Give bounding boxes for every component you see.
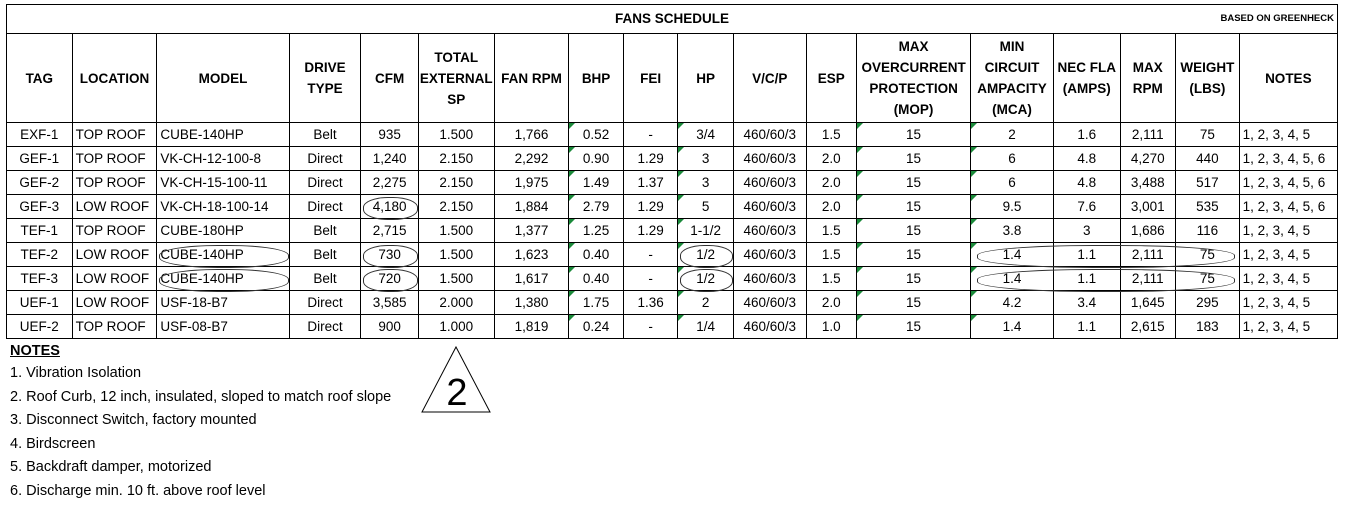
note-item: 2. Roof Curb, 12 inch, insulated, sloped to match roof slope [10, 388, 392, 405]
cell-marker-icon [569, 147, 575, 153]
cell-mop: 15 [857, 171, 971, 195]
cell-bhp: 0.24 [569, 315, 624, 339]
header-mop: MAX OVERCURRENT PROTECTION (MOP) [857, 34, 971, 123]
cell-marker-icon [678, 291, 684, 297]
cell-max-rpm: 3,488 [1120, 171, 1176, 195]
header-nec-fla: NEC FLA (AMPS) [1053, 34, 1120, 123]
cell-max-rpm: 4,270 [1120, 147, 1176, 171]
cell-nec-fla: 4.8 [1053, 147, 1120, 171]
cell-hp: 1-1/2 [678, 219, 734, 243]
cell-tag: EXF-1 [7, 123, 73, 147]
cell-marker-icon [569, 195, 575, 201]
cell-notes: 1, 2, 3, 4, 5 [1239, 267, 1337, 291]
cell-marker-icon [971, 315, 977, 321]
cell-tag: TEF-2 [7, 243, 73, 267]
cell-model: VK-CH-12-100-8 [157, 147, 289, 171]
cell-vcp: 460/60/3 [733, 291, 806, 315]
cell-hp: 1/2 [678, 267, 734, 291]
cell-cfm: 3,585 [361, 291, 419, 315]
cell-weight: 75 [1176, 123, 1240, 147]
cell-location: TOP ROOF [72, 123, 157, 147]
header-total-external-sp: TOTAL EXTERNAL SP [418, 34, 494, 123]
cell-marker-icon [569, 123, 575, 129]
header-hp: HP [678, 34, 734, 123]
cell-tag: GEF-2 [7, 171, 73, 195]
cell-mop: 15 [857, 123, 971, 147]
cell-fei: - [623, 267, 678, 291]
header-location: LOCATION [72, 34, 157, 123]
cell-total-sp: 1.500 [418, 123, 494, 147]
cell-mca: 1.4 [971, 315, 1054, 339]
cell-marker-icon [857, 123, 863, 129]
cell-notes: 1, 2, 3, 4, 5 [1239, 315, 1337, 339]
header-tag: TAG [7, 34, 73, 123]
cell-bhp: 0.40 [569, 267, 624, 291]
cell-marker-icon [857, 243, 863, 249]
header-fan-rpm: FAN RPM [494, 34, 569, 123]
cell-max-rpm: 1,686 [1120, 219, 1176, 243]
cell-marker-icon [678, 267, 684, 273]
cell-esp: 2.0 [806, 291, 856, 315]
cell-esp: 2.0 [806, 171, 856, 195]
cell-marker-icon [857, 195, 863, 201]
cell-max-rpm: 2,615 [1120, 315, 1176, 339]
note-item: 4. Birdscreen [10, 435, 96, 452]
cell-max-rpm: 2,111 [1120, 123, 1176, 147]
cell-marker-icon [678, 123, 684, 129]
cell-hp: 1/2 [678, 243, 734, 267]
cell-nec-fla: 1.6 [1053, 123, 1120, 147]
cell-mca: 6 [971, 147, 1054, 171]
cell-esp: 1.5 [806, 219, 856, 243]
cell-mca: 6 [971, 171, 1054, 195]
cell-esp: 1.0 [806, 315, 856, 339]
header-row [7, 34, 1338, 123]
cell-fan-rpm: 2,292 [494, 147, 569, 171]
cell-marker-icon [569, 315, 575, 321]
cell-max-rpm: 1,645 [1120, 291, 1176, 315]
cell-marker-icon [857, 171, 863, 177]
cell-cfm: 1,240 [361, 147, 419, 171]
cell-marker-icon [857, 267, 863, 273]
cell-hp: 3 [678, 171, 734, 195]
cell-vcp: 460/60/3 [733, 219, 806, 243]
cell-marker-icon [569, 219, 575, 225]
cell-marker-icon [678, 171, 684, 177]
cell-marker-icon [569, 171, 575, 177]
header-weight: WEIGHT (LBS) [1176, 34, 1240, 123]
cell-weight: 517 [1176, 171, 1240, 195]
cell-vcp: 460/60/3 [733, 171, 806, 195]
cell-tag: GEF-3 [7, 195, 73, 219]
cell-fei: 1.29 [623, 147, 678, 171]
cell-hp: 5 [678, 195, 734, 219]
cell-location: LOW ROOF [72, 291, 157, 315]
cell-model: CUBE-180HP [157, 219, 289, 243]
cell-drive-type: Belt [289, 219, 361, 243]
cell-marker-icon [971, 123, 977, 129]
cell-tag: TEF-1 [7, 219, 73, 243]
cell-mca: 2 [971, 123, 1054, 147]
header-model: MODEL [157, 34, 289, 123]
note-item: 5. Backdraft damper, motorized [10, 459, 212, 475]
cell-vcp: 460/60/3 [733, 315, 806, 339]
cell-marker-icon [678, 243, 684, 249]
cell-model: VK-CH-18-100-14 [157, 195, 289, 219]
cell-fei: - [623, 123, 678, 147]
cell-mop: 15 [857, 291, 971, 315]
cell-mop: 15 [857, 315, 971, 339]
cell-marker-icon [678, 315, 684, 321]
fans-schedule-table [6, 4, 1338, 339]
cell-weight: 75 [1176, 267, 1240, 291]
cell-total-sp: 1.500 [418, 219, 494, 243]
cell-nec-fla: 3.4 [1053, 291, 1120, 315]
cell-marker-icon [971, 291, 977, 297]
header-bhp: BHP [569, 34, 624, 123]
cell-tag: UEF-2 [7, 315, 73, 339]
cell-esp: 1.5 [806, 123, 856, 147]
cell-drive-type: Direct [289, 171, 361, 195]
cell-notes: 1, 2, 3, 4, 5, 6 [1239, 195, 1337, 219]
fans-schedule-sheet [6, 4, 1338, 339]
cell-max-rpm: 2,111 [1120, 267, 1176, 291]
header-fei: FEI [623, 34, 678, 123]
cell-fan-rpm: 1,623 [494, 243, 569, 267]
cell-drive-type: Direct [289, 195, 361, 219]
cell-fan-rpm: 1,380 [494, 291, 569, 315]
cell-total-sp: 2.150 [418, 171, 494, 195]
cell-hp: 3 [678, 147, 734, 171]
cell-esp: 1.5 [806, 243, 856, 267]
cell-max-rpm: 2,111 [1120, 243, 1176, 267]
cell-total-sp: 1.000 [418, 315, 494, 339]
schedule-title-cell [7, 5, 1338, 34]
cell-fei: - [623, 243, 678, 267]
cell-nec-fla: 1.1 [1053, 315, 1120, 339]
cell-drive-type: Direct [289, 315, 361, 339]
cell-weight: 295 [1176, 291, 1240, 315]
cell-mop: 15 [857, 243, 971, 267]
cell-mop: 15 [857, 195, 971, 219]
cell-fan-rpm: 1,975 [494, 171, 569, 195]
cell-total-sp: 2.150 [418, 147, 494, 171]
header-cfm: CFM [361, 34, 419, 123]
cell-marker-icon [678, 147, 684, 153]
cell-mca: 4.2 [971, 291, 1054, 315]
cell-bhp: 0.52 [569, 123, 624, 147]
header-vcp: V/C/P [733, 34, 806, 123]
cell-vcp: 460/60/3 [733, 243, 806, 267]
cell-mca: 1.4 [971, 267, 1054, 291]
cell-bhp: 0.40 [569, 243, 624, 267]
cell-tag: TEF-3 [7, 267, 73, 291]
cell-drive-type: Belt [289, 267, 361, 291]
notes-heading: NOTES [10, 343, 60, 359]
cell-marker-icon [857, 219, 863, 225]
cell-marker-icon [971, 243, 977, 249]
cell-nec-fla: 7.6 [1053, 195, 1120, 219]
cell-notes: 1, 2, 3, 4, 5 [1239, 243, 1337, 267]
cell-mca: 1.4 [971, 243, 1054, 267]
cell-location: TOP ROOF [72, 219, 157, 243]
cell-drive-type: Direct [289, 147, 361, 171]
cell-location: TOP ROOF [72, 171, 157, 195]
cell-mop: 15 [857, 147, 971, 171]
cell-cfm: 2,275 [361, 171, 419, 195]
cell-model: CUBE-140HP [157, 123, 289, 147]
cell-notes: 1, 2, 3, 4, 5 [1239, 291, 1337, 315]
cell-drive-type: Direct [289, 291, 361, 315]
cell-nec-fla: 3 [1053, 219, 1120, 243]
cell-fan-rpm: 1,377 [494, 219, 569, 243]
cell-marker-icon [971, 195, 977, 201]
cell-drive-type: Belt [289, 123, 361, 147]
cell-weight: 183 [1176, 315, 1240, 339]
cell-location: TOP ROOF [72, 147, 157, 171]
cell-total-sp: 2.150 [418, 195, 494, 219]
cell-total-sp: 2.000 [418, 291, 494, 315]
cell-hp: 3/4 [678, 123, 734, 147]
cell-location: LOW ROOF [72, 267, 157, 291]
cell-fan-rpm: 1,617 [494, 267, 569, 291]
cell-esp: 1.5 [806, 267, 856, 291]
cell-fei: 1.37 [623, 171, 678, 195]
cell-model: USF-18-B7 [157, 291, 289, 315]
cell-vcp: 460/60/3 [733, 123, 806, 147]
note-item: 6. Discharge min. 10 ft. above roof level [10, 482, 266, 499]
header-mca: MIN CIRCUIT AMPACITY (MCA) [971, 34, 1054, 123]
note-item: 1. Vibration Isolation [10, 365, 142, 381]
cell-model: USF-08-B7 [157, 315, 289, 339]
based-on-label: BASED ON GREENHECK [1220, 13, 1334, 24]
cell-bhp: 1.75 [569, 291, 624, 315]
cell-max-rpm: 3,001 [1120, 195, 1176, 219]
cell-notes: 1, 2, 3, 4, 5, 6 [1239, 171, 1337, 195]
cell-cfm: 720 [361, 267, 419, 291]
revision-number: 2 [446, 372, 468, 414]
cell-notes: 1, 2, 3, 4, 5 [1239, 123, 1337, 147]
cell-hp: 1/4 [678, 315, 734, 339]
cell-model: CUBE-140HP [157, 243, 289, 267]
cell-weight: 116 [1176, 219, 1240, 243]
cell-marker-icon [678, 219, 684, 225]
header-esp: ESP [806, 34, 856, 123]
note-item: 3. Disconnect Switch, factory mounted [10, 412, 257, 428]
cell-cfm: 4,180 [361, 195, 419, 219]
cell-bhp: 2.79 [569, 195, 624, 219]
cell-hp: 2 [678, 291, 734, 315]
table-row [7, 123, 1338, 147]
cell-marker-icon [857, 315, 863, 321]
cell-nec-fla: 1.1 [1053, 243, 1120, 267]
cell-tag: GEF-1 [7, 147, 73, 171]
cell-cfm: 730 [361, 243, 419, 267]
cell-marker-icon [569, 291, 575, 297]
cell-fei: - [623, 315, 678, 339]
cell-esp: 2.0 [806, 195, 856, 219]
cell-total-sp: 1.500 [418, 267, 494, 291]
cell-fan-rpm: 1,819 [494, 315, 569, 339]
cell-fei: 1.29 [623, 219, 678, 243]
cell-fan-rpm: 1,766 [494, 123, 569, 147]
schedule-title: FANS SCHEDULE [614, 11, 729, 26]
cell-weight: 75 [1176, 243, 1240, 267]
cell-weight: 440 [1176, 147, 1240, 171]
cell-marker-icon [857, 291, 863, 297]
cell-total-sp: 1.500 [418, 243, 494, 267]
cell-vcp: 460/60/3 [733, 147, 806, 171]
table-row [7, 195, 1338, 219]
cell-mop: 15 [857, 219, 971, 243]
cell-location: TOP ROOF [72, 315, 157, 339]
cell-tag: UEF-1 [7, 291, 73, 315]
cell-marker-icon [569, 267, 575, 273]
cell-bhp: 1.25 [569, 219, 624, 243]
table-row [7, 315, 1338, 339]
table-row [7, 171, 1338, 195]
cell-bhp: 1.49 [569, 171, 624, 195]
header-notes: NOTES [1239, 34, 1337, 123]
cell-marker-icon [971, 219, 977, 225]
cell-marker-icon [971, 267, 977, 273]
cell-mca: 3.8 [971, 219, 1054, 243]
cell-fei: 1.29 [623, 195, 678, 219]
cell-location: LOW ROOF [72, 195, 157, 219]
table-row [7, 243, 1338, 267]
revision-delta-icon [420, 345, 492, 415]
cell-marker-icon [678, 195, 684, 201]
cell-vcp: 460/60/3 [733, 195, 806, 219]
cell-cfm: 2,715 [361, 219, 419, 243]
table-row [7, 267, 1338, 291]
notes-section [10, 340, 391, 503]
cell-marker-icon [971, 171, 977, 177]
table-row [7, 147, 1338, 171]
cell-nec-fla: 1.1 [1053, 267, 1120, 291]
table-row [7, 219, 1338, 243]
cell-weight: 535 [1176, 195, 1240, 219]
cell-bhp: 0.90 [569, 147, 624, 171]
cell-drive-type: Belt [289, 243, 361, 267]
cell-marker-icon [971, 147, 977, 153]
header-drive-type: DRIVE TYPE [289, 34, 361, 123]
cell-marker-icon [569, 243, 575, 249]
table-row [7, 291, 1338, 315]
cell-marker-icon [857, 147, 863, 153]
cell-mop: 15 [857, 267, 971, 291]
cell-cfm: 935 [361, 123, 419, 147]
header-max-rpm: MAX RPM [1120, 34, 1176, 123]
cell-mca: 9.5 [971, 195, 1054, 219]
cell-location: LOW ROOF [72, 243, 157, 267]
cell-esp: 2.0 [806, 147, 856, 171]
cell-fan-rpm: 1,884 [494, 195, 569, 219]
cell-notes: 1, 2, 3, 4, 5, 6 [1239, 147, 1337, 171]
cell-nec-fla: 4.8 [1053, 171, 1120, 195]
cell-model: CUBE-140HP [157, 267, 289, 291]
cell-cfm: 900 [361, 315, 419, 339]
cell-notes: 1, 2, 3, 4, 5 [1239, 219, 1337, 243]
notes-list [10, 362, 391, 503]
cell-fei: 1.36 [623, 291, 678, 315]
cell-model: VK-CH-15-100-11 [157, 171, 289, 195]
cell-vcp: 460/60/3 [733, 267, 806, 291]
